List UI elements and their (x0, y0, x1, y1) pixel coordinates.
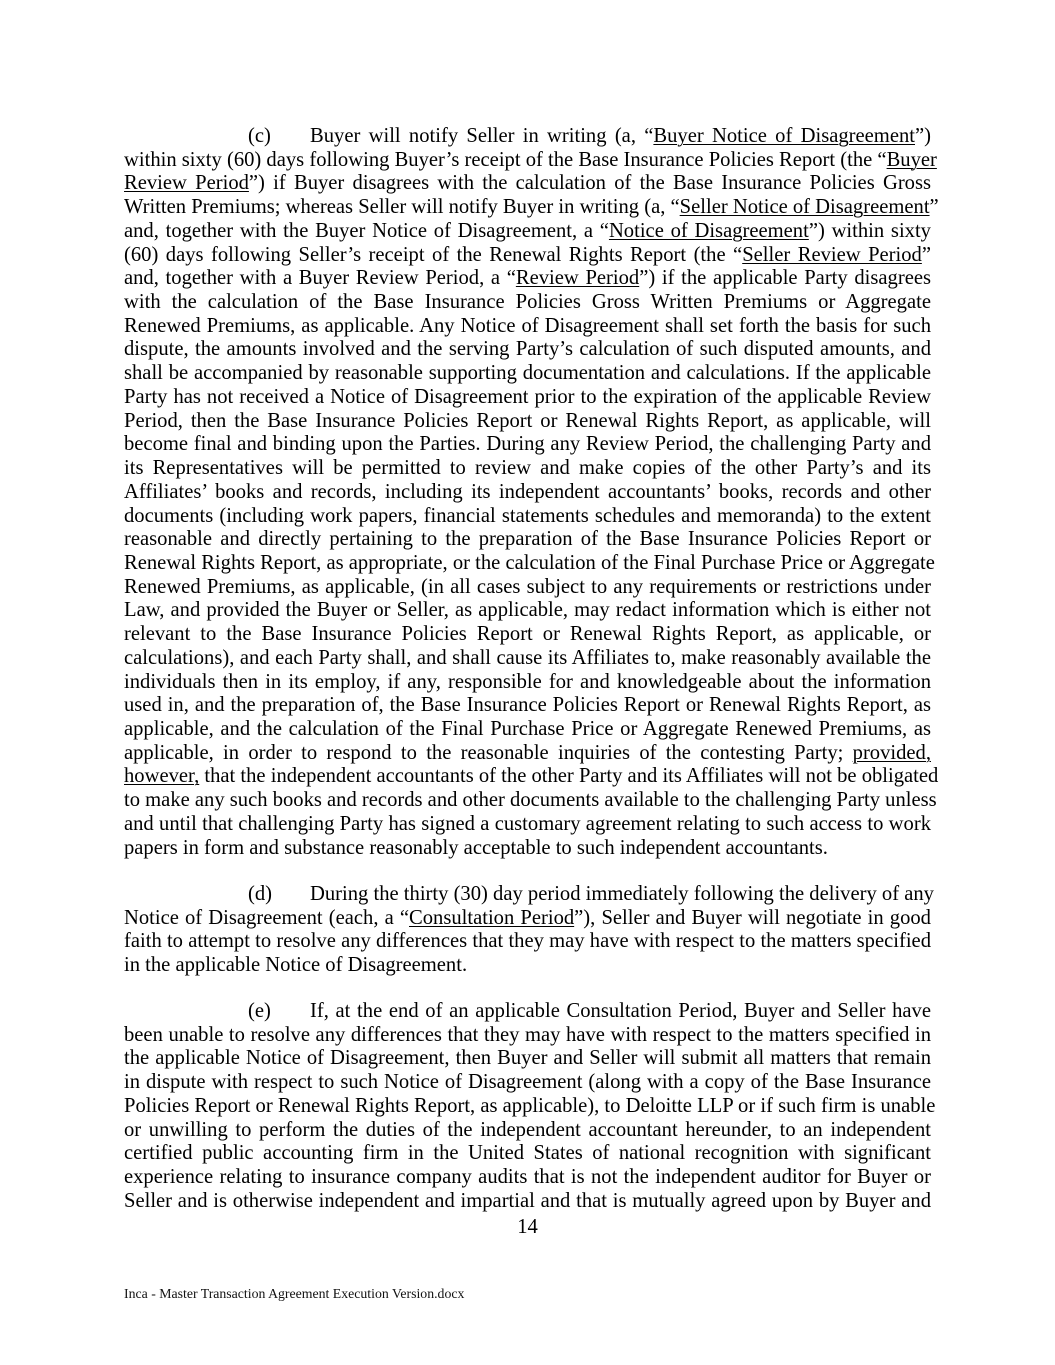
text-run: ” (929, 196, 939, 219)
text-run: Renewed Premiums, as applicable. Any Notice of Disagreement shall set forth the basis for such (124, 314, 931, 337)
text-run: with the calculation of the Base Insurance Policies Gross Written Premiums or Aggregate (124, 291, 931, 314)
text-run: ”) if Buyer disagrees with the calculation of the Base Insurance Policies Gross (248, 172, 932, 195)
text-line (124, 671, 931, 695)
text-line (124, 883, 934, 907)
text-run: certified public accounting firm in the United States of national recognition with significant (124, 1142, 931, 1165)
text-line (124, 481, 931, 505)
text-run: shall be accompanied by reasonable supporting documentation and calculations. If the applicable (124, 362, 931, 385)
text-run: experience relating to insurance company audits that is not the independent auditor for Buyer or (124, 1166, 931, 1189)
defined-term: however, (124, 765, 200, 788)
text-run: Affiliates’ books and records, including its independent accountants’ books, records and other (124, 480, 931, 503)
text-line (124, 291, 931, 315)
text-line (124, 647, 931, 671)
text-run: and, together with the Buyer Notice of Disagreement, a “ (124, 219, 609, 242)
text-line (124, 315, 931, 339)
text-run: documents (including work papers, financial statements schedules and memoranda) to the extent (124, 504, 931, 527)
text-run: faith to attempt to resolve any differences that they may have with respect to the matters specified (124, 930, 931, 953)
text-line (124, 742, 931, 766)
text-line (124, 623, 931, 647)
defined-term: Buyer Notice of Disagreement (653, 125, 915, 147)
text-line (124, 125, 931, 149)
paragraph-e (124, 1000, 936, 1213)
text-run: Party has not received a Notice of Disagreement prior to the expiration of the applicable Review (124, 385, 931, 408)
text-run: applicable, in order to respond to the reasonable inquiries of the contesting Party; (124, 741, 853, 764)
text-line (124, 1000, 931, 1024)
text-line (124, 551, 935, 576)
text-line (124, 599, 931, 623)
text-run: relevant to the Base Insurance Policies Report or Renewal Rights Report, as applicable, or (124, 623, 931, 646)
text-line (124, 386, 931, 410)
text-run: its Representatives will be permitted to review and make copies of the other Party’s and its (124, 457, 931, 480)
text-line (124, 1166, 931, 1190)
defined-term: Seller Review Period (742, 243, 922, 266)
text-line (124, 1142, 931, 1166)
text-line (124, 765, 939, 789)
text-run: dispute, the amounts involved and the serving Party’s calculation of such disputed amounts, and (124, 338, 931, 361)
text-run: Seller and is otherwise independent and impartial and that is mutually agreed upon by Buyer and (124, 1189, 931, 1212)
page-number: 14 (517, 1216, 538, 1238)
text-line (124, 457, 931, 481)
text-run: Period, then the Base Insurance Policies Report or Renewal Rights Report, as applicable, will (124, 409, 931, 432)
defined-term: Review Period (124, 172, 249, 195)
text-run: reasonable and directly pertaining to the preparation of the Base Insurance Policies Report or (124, 528, 931, 551)
text-run: used in, and the preparation of, the Base Insurance Policies Report or Renewal Rights Report, as (124, 694, 931, 717)
text-run: the applicable Notice of Disagreement, then Buyer and Seller will submit all matters that remain (124, 1047, 931, 1070)
text-line (124, 196, 939, 220)
text-run: (60) days following Seller’s receipt of the Renewal Rights Report (the “ (124, 243, 743, 266)
text-line (124, 148, 937, 173)
paragraph-d (124, 883, 934, 978)
document-footer: Inca - Master Transaction Agreement Execution Version.docx (124, 1286, 465, 1301)
text-line (124, 1071, 931, 1095)
text-run: Law, and provided the Buyer or Seller, as applicable, may redact information which is either not (124, 599, 931, 622)
text-line (124, 1024, 931, 1048)
defined-term: Notice of Disagreement (608, 219, 809, 242)
text-run: applicable, and the calculation of the Final Purchase Price or Aggregate Renewed Premiums, as (124, 717, 931, 740)
text-run: ”), Seller and Buyer will negotiate in good (574, 906, 931, 929)
text-line (124, 1119, 931, 1143)
text-run: Renewal Rights Report, as appropriate, or the calculation of the Final Purchase Price or Aggregate (124, 551, 935, 574)
text-line (124, 433, 931, 457)
text-run: and until that challenging Party has signed a customary agreement relating to such access to work (124, 812, 931, 835)
text-line (124, 410, 931, 434)
text-run: If, at the end of an applicable Consultation Period, Buyer and Seller have (310, 1000, 931, 1022)
text-line (124, 1190, 931, 1214)
defined-term: Review Period (515, 267, 640, 290)
paragraph-label: (c) (248, 125, 271, 147)
text-run: papers in form and substance reasonably acceptable to such independent accountants. (124, 836, 828, 859)
text-run: Notice of Disagreement (each, a “ (124, 906, 410, 929)
defined-term: Seller Notice of Disagreement (679, 196, 930, 219)
text-run: in dispute with respect to such Notice of Disagreement (along with a copy of the Base Insurance (124, 1071, 931, 1094)
text-line (124, 718, 931, 742)
text-run: Policies Report or Renewal Rights Report, as applicable), to Deloitte LLP or if such firm is unable (124, 1094, 936, 1117)
text-line (124, 244, 931, 268)
text-run: become final and binding upon the Parties. During any Review Period, the challenging Party and (124, 433, 931, 456)
text-run: been unable to resolve any differences that they may have with respect to the matters specified in (124, 1023, 931, 1046)
text-line (124, 694, 931, 718)
text-run: ”) (915, 125, 931, 147)
text-line (124, 505, 931, 529)
text-line (124, 267, 931, 291)
text-run: ”) within sixty (808, 219, 931, 242)
defined-term: provided, (852, 741, 931, 764)
text-run: Buyer will notify Seller in writing (a, “ (310, 125, 654, 147)
text-run: During the thirty (30) day period immediately following the delivery of any (310, 883, 934, 905)
text-run: Renewed Premiums, as applicable, (in all cases subject to any requirements or restrictions under (124, 575, 931, 598)
defined-term: Buyer (886, 148, 937, 171)
text-line (124, 930, 931, 954)
text-run: within sixty (60) days following Buyer’s receipt of the Base Insurance Policies Report (the “ (124, 148, 887, 171)
text-run: ” (921, 243, 931, 266)
text-line (124, 362, 931, 386)
text-run: calculations), and each Party shall, and shall cause its Affiliates to, make reasonably available the (124, 646, 931, 669)
text-run: Written Premiums; whereas Seller will notify Buyer in writing (a, “ (124, 196, 680, 219)
text-line (124, 1047, 931, 1071)
text-line (124, 338, 931, 362)
paragraph-label: (e) (248, 1000, 271, 1022)
paragraph-c (124, 125, 939, 860)
text-run: individuals then in its employ, if any, responsible for and knowledgeable about the information (124, 670, 931, 693)
text-line (124, 837, 931, 861)
text-run: to make any such books and records and other documents available to the challenging Party unless (124, 789, 937, 812)
text-run: in the applicable Notice of Disagreement. (124, 954, 468, 977)
text-line (124, 528, 931, 552)
text-line (124, 220, 931, 244)
text-line (124, 954, 931, 978)
defined-term: Consultation Period (409, 906, 575, 929)
text-line (124, 813, 931, 837)
text-run: or unwilling to perform the duties of the independent accountant hereunder, to an independent (124, 1118, 931, 1141)
text-run: ”) if the applicable Party disagrees (639, 267, 931, 290)
text-line (124, 576, 931, 600)
text-run: and, together with a Buyer Review Period, a “ (124, 267, 516, 290)
paragraph-label: (d) (248, 883, 273, 905)
text-line (124, 172, 931, 196)
text-line (124, 1094, 936, 1119)
text-line (124, 789, 937, 813)
text-line (124, 907, 931, 931)
text-run: that the independent accountants of the other Party and its Affiliates will not be obligated (199, 765, 939, 788)
